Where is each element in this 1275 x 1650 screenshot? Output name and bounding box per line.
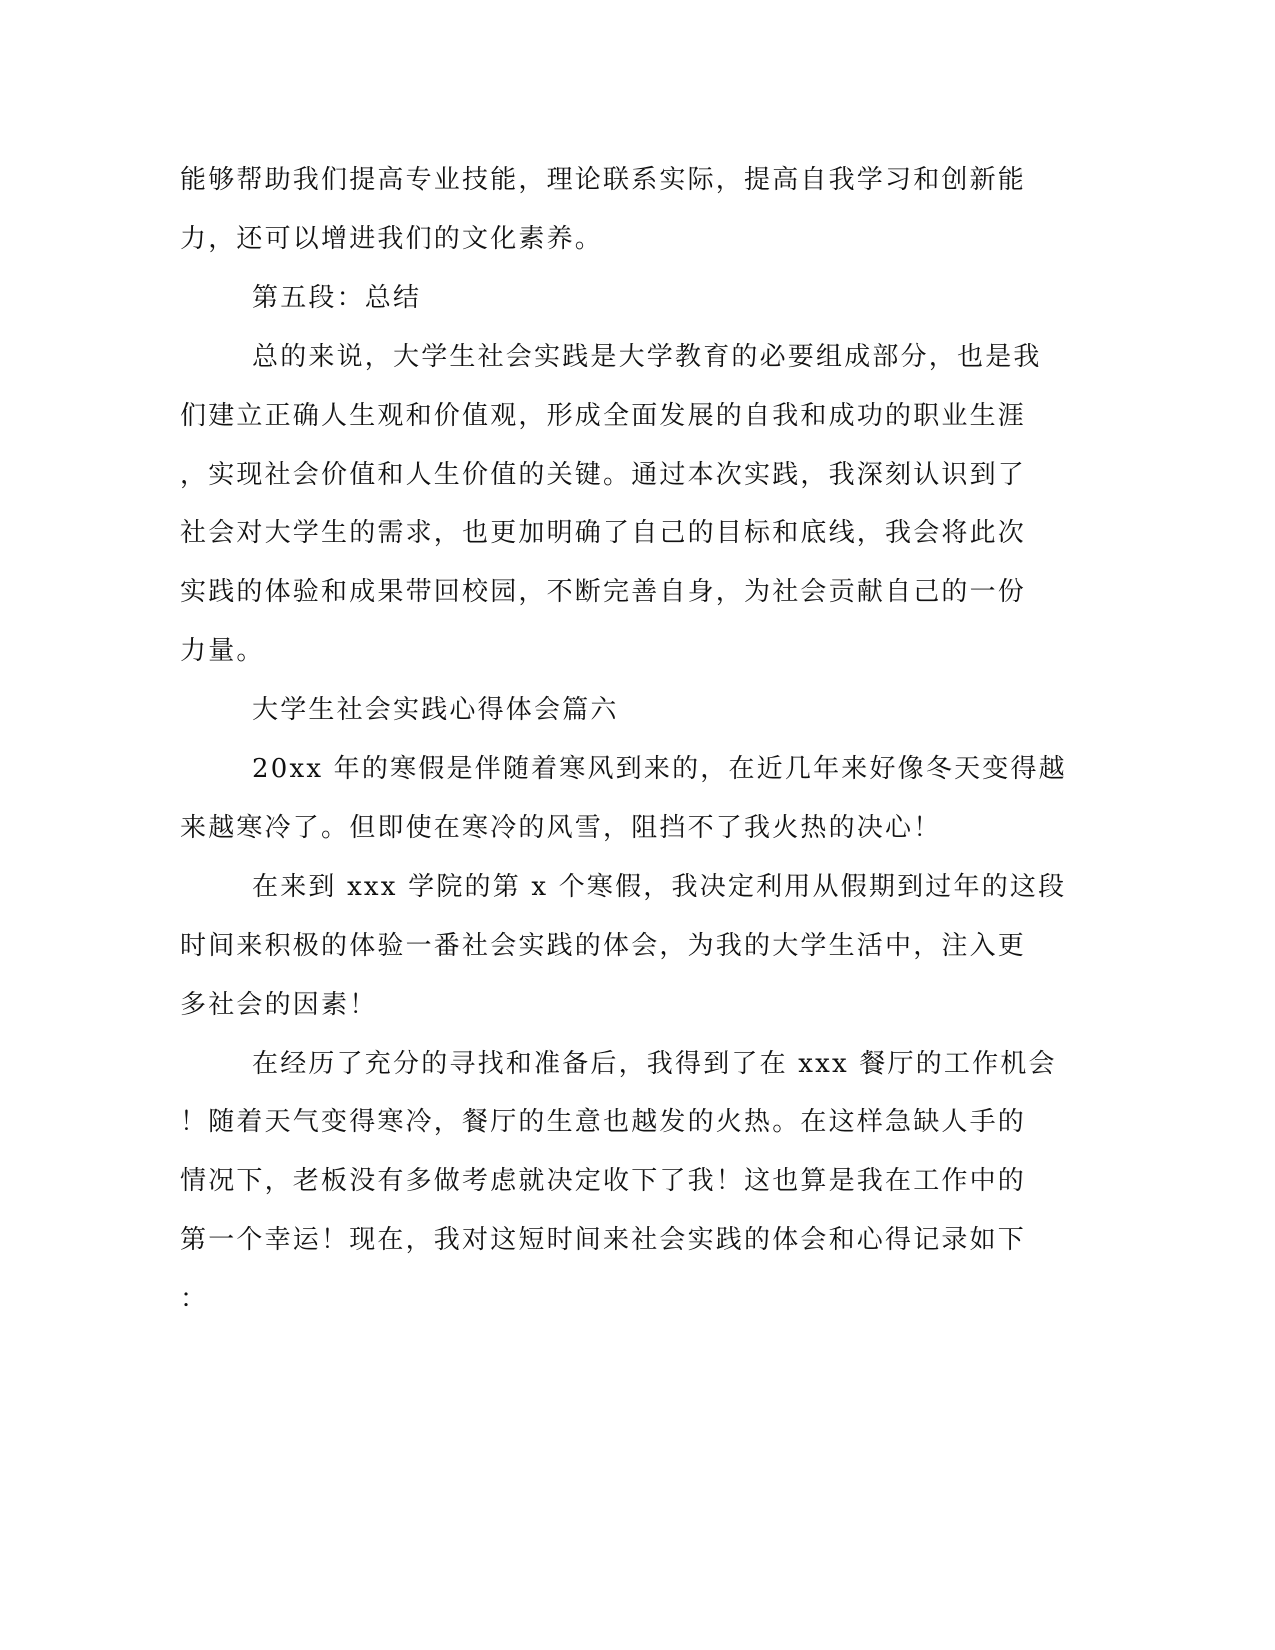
text-line: 时间来积极的体验一番社会实践的体会，为我的大学生活中，注入更 xyxy=(180,930,1027,961)
text-line: 大学生社会实践心得体会篇六 xyxy=(252,695,619,726)
text-line: ，实现社会价值和人生价值的关键。通过本次实践，我深刻认识到了 xyxy=(180,459,1027,490)
text-line: 能够帮助我们提高专业技能，理论联系实际，提高自我学习和创新能 xyxy=(180,165,1027,195)
text-line: 第一个幸运！现在，我对这短时间来社会实践的体会和心得记录如下 xyxy=(180,1225,1027,1256)
text-line: 在来到 xxx 学院的第 x 个寒假，我决定利用从假期到过年的这段 xyxy=(252,871,1067,902)
text-line: 总的来说，大学生社会实践是大学教育的必要组成部分，也是我 xyxy=(252,341,1042,372)
text-line: 们建立正确人生观和价值观，形成全面发展的自我和成功的职业生涯 xyxy=(180,400,1027,431)
text-line: 在经历了充分的寻找和准备后，我得到了在 xxx 餐厅的工作机会 xyxy=(252,1048,1057,1079)
text-line: 力，还可以增进我们的文化素养。 xyxy=(180,223,604,254)
text-line: 情况下，老板没有多做考虑就决定收下了我！这也算是我在工作中的 xyxy=(180,1166,1027,1197)
text-line: 多社会的因素！ xyxy=(180,989,378,1020)
text-line: 力量。 xyxy=(180,636,265,667)
text-line: 来越寒冷了。但即使在寒冷的风雪，阻挡不了我火热的决心！ xyxy=(180,812,942,843)
text-line: 实践的体验和成果带回校园，不断完善自身，为社会贡献自己的一份 xyxy=(180,577,1027,608)
text-line: ： xyxy=(180,1284,209,1315)
text-line: 社会对大学生的需求，也更加明确了自己的目标和底线，我会将此次 xyxy=(180,518,1027,549)
text-line: 20xx 年的寒假是伴随着寒风到来的，在近几年来好像冬天变得越 xyxy=(252,754,1067,784)
text-line: 第五段：总结 xyxy=(252,282,422,313)
text-line: ！随着天气变得寒冷，餐厅的生意也越发的火热。在这样急缺人手的 xyxy=(180,1107,1027,1138)
